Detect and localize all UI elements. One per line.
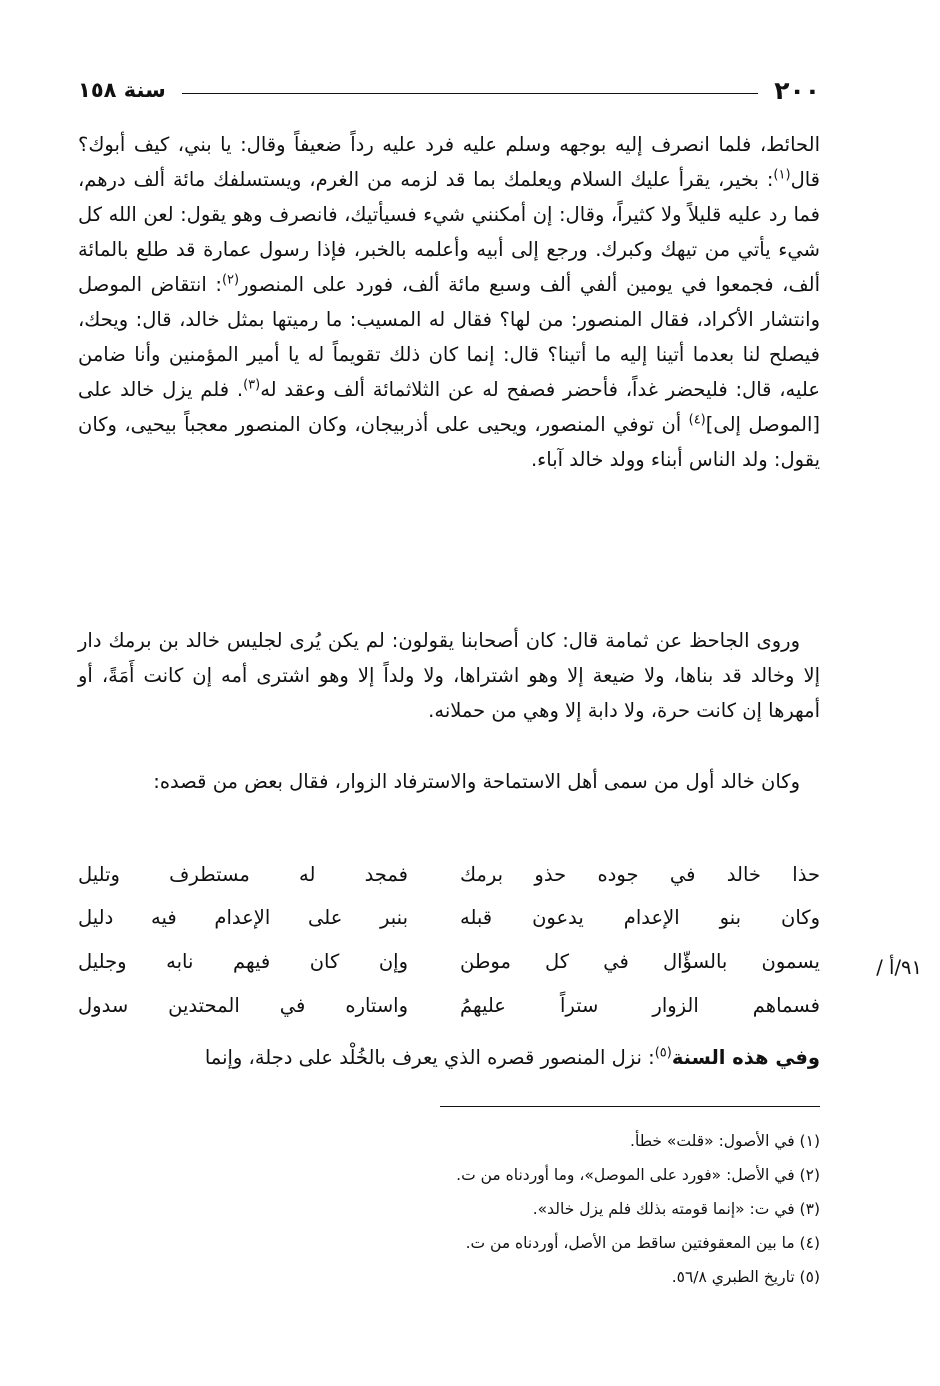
manuscript-folio-marker: ٩١/أ / [876,956,922,979]
header-rule [182,93,758,94]
footnote-2: (٢) في الأصل: «فورد على الموصل»، وما أوردناه من ت. [456,1166,820,1184]
verse-first-hemistich: يسمون بالسؤّال في كل موطن [460,950,820,973]
paragraph-1-part-1: الحائط، فلما انصرف إليه بوجهه وسلم عليه فرد عليه رداً ضعيفاً وقال: يا بني، كيف أبوك؟ قال [78,133,820,191]
footnote-ref-4: (٤) [688,412,706,428]
paragraph-1-part-5: أن توفي المنصور، ويحيى على أذربيجان، وكان المنصور معجباً بيحيى، وكان يقول: ولد الناس أبناء وولد خالد آباء. [78,413,820,471]
verse-second-hemistich: بنبر على الإعدام فيه دليل [78,906,408,929]
verse-first-hemistich: حذا خالد في جوده حذو برمك [460,863,820,886]
footnotes [420,1124,820,1294]
verse-second-hemistich: فمجد له مستطرف وتليل [78,863,408,886]
page-header [78,72,820,108]
paragraph-2: وروى الجاحظ عن ثمامة قال: كان أصحابنا يقولون: لم يكن يُرى لجليس خالد بن برمك دار إلا وخالد قد بناها، ولا ضيعة إلا وهو اشتراها، ولا ولداً إلا وهو اشترى أمه إن كانت أَمَةً، أو أمهرها إن كانت حرة، ولا دابة إلا وهي من حملانه. [78,629,820,722]
paragraph-1-part-2: : بخير، يقرأ عليك السلام ويعلمك بما قد لزمه من الغرم، ويستسلفك مائة ألف درهم، فما رد عليه قليلاً ولا كثيراً، وقال: إن أمكنني شيء فسيأتيك، فانصرف وهو يقول: لعن الله كل شيء يأتي من تيهك وكبرك. ورجع إلى أبيه وأعلمه بالخبر، فإذا رسول عمارة قد طلع بالمائة ألف، فجمعوا في يومين ألفي ألف وسبع مائة ألف، فورد على المنصور [78,168,820,296]
poem-verse [78,986,820,1030]
paragraph-1-part-3: : انتقاض الموصل وانتشار الأكراد، فقال المنصور: من لها؟ فقال له المسيب: ما رميتها بمثل خالد، قال: ويحك، فيصلح لنا بعدما أتينا إليه ما أتينا؟ قال: إنما كان ذلك تقويماً له يا أمير المؤمنين وأنا ضامن عليه، قال: فليحضر غداً، فأحضر فصفح له عن الثلاثمائة ألف وعقد له [78,273,820,401]
poem-verse [78,898,820,942]
page-number: ٢٠٠ [774,75,820,105]
paragraph-4-lead: وفي هذه السنة [671,1046,820,1069]
paragraph-1 [78,127,820,477]
verse-second-hemistich: واستاره في المحتدين سدول [78,994,408,1017]
footnote-rule [440,1106,820,1107]
footnote-1: (١) في الأصول: «قلت» خطأ. [630,1132,820,1150]
footnote-5: (٥) تاريخ الطبري ٥٦/٨. [671,1268,820,1286]
running-head: سنة ١٥٨ [78,78,166,102]
footnote-ref-5: (٥) [654,1045,672,1061]
poem-verse [78,942,820,986]
verse-first-hemistich: فسماهم الزوار ستراً عليهمُ [460,994,820,1017]
paragraph-1-part-4: . فلم يزل خالد على [الموصل إلى] [78,378,820,436]
paragraph-4-rest: : نزل المنصور قصره الذي يعرف بالخُلْد على دجلة، وإنما [204,1046,655,1069]
paragraph-3: وكان خالد أول من سمى أهل الاستماحة والاسترفاد الزوار، فقال بعض من قصده: [153,770,800,793]
footnote-ref-1: (١) [773,167,791,183]
paragraph-4 [78,1040,820,1075]
footnote-ref-2: (٢) [221,272,240,288]
footnote-ref-3: (٣) [243,377,261,393]
footnote-3: (٣) في ت: «إنما قومته بذلك فلم يزل خالد». [532,1200,820,1218]
verse-second-hemistich: وإن كان فيهم نابه وجليل [78,950,408,973]
verse-first-hemistich: وكان بنو الإعدام يدعون قبله [460,906,820,929]
poem [78,855,820,1030]
footnote-4: (٤) ما بين المعقوفتين ساقط من الأصل، أوردناه من ت. [465,1234,820,1252]
poem-verse [78,855,820,899]
